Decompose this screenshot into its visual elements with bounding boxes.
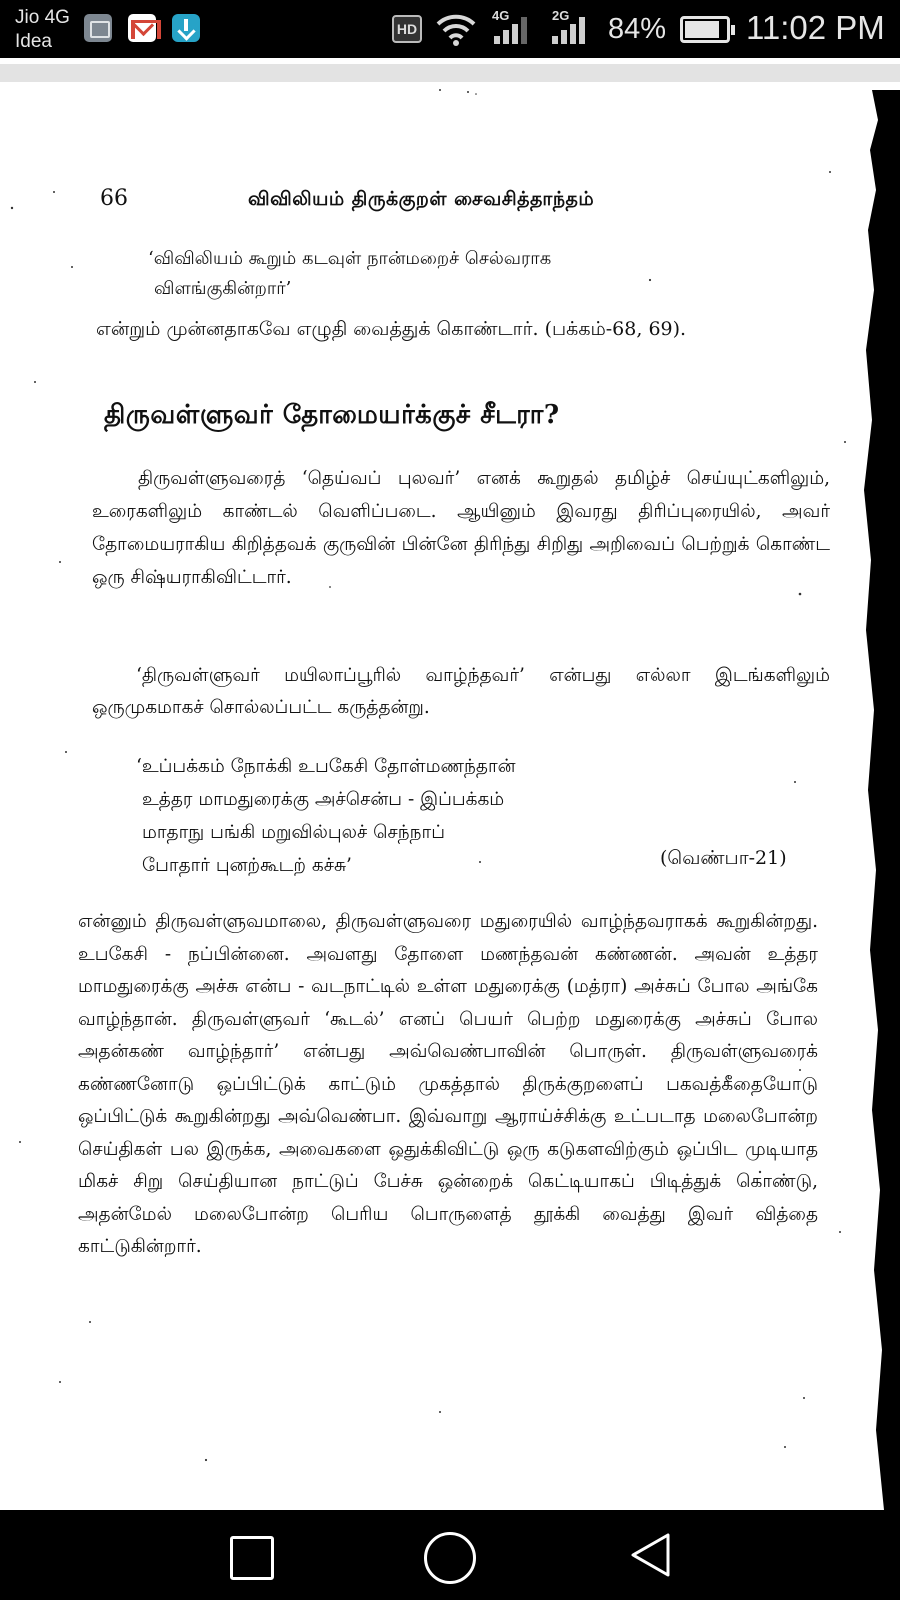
- download-icon: [172, 14, 200, 42]
- navigation-bar: [0, 1510, 900, 1600]
- battery-icon: [680, 16, 730, 43]
- back-icon[interactable]: [628, 1532, 674, 1578]
- paragraph: என்னும் திருவள்ளுவமாலை, திருவள்ளுவரை மதுரையில் வாழ்ந்தவராகக் கூறுகின்றது. உபகேசி - நப்பின்னை. அவளது தோளை மணந்தவன் கண்ணன். அவன் உத்தர மாமதுரைக்கு அச்சு என்ப - வடநாட்டில் உள்ள மதுரைக்கு (மத்ரா) அச்சுப் போல அங்கே வாழ்ந்தான். திருவள்ளுவர் ‘கூடல்’ எனப் பெயர் பெற்ற மதுரைக்கு அச்சுப் போல அதன்கண் வாழ்ந்தார்’ என்பது அவ்வெண்பாவின் பொருள். திருவள்ளுவரைக் கண்ணனோடு ஒப்பிட்டுக் காட்டும் முகத்தால் திருக்குறளைப் பகவத்கீதையோடு ஒப்பிட்டுக் கூறுகின்றது அவ்வெண்பா. இவ்வாறு ஆராய்ச்சிக்கு உட்படாத மலைபோன்ற செய்திகள் பல இருக்க, அவைகளை ஒதுக்கிவிட்டு ஒரு கடுகளவிற்கும் ஒப்பிட முடியாத மிகச் சிறு செய்தியான நாட்டுப் பேச்சு ஒன்றைக் கெட்டியாகப் பிடித்துக் கொண்டு, அதன்மேல் மலைபோன்ற பெரிய பொருளைத் தூக்கி வைத்து இவர் வித்தை காட்டுகின்றார்.: [78, 911, 818, 1257]
- section-heading: திருவள்ளுவர் தோமையர்க்குச் சீடரா?: [104, 400, 560, 430]
- quote-line: விளங்குகின்றார்’: [154, 278, 292, 299]
- verse-line: போதார் புனற்கூடற் கச்சு’: [142, 855, 352, 876]
- verse-citation: (வெண்பா-21): [660, 847, 787, 869]
- hd-voice-icon: HD: [392, 15, 422, 43]
- battery-percent: 84%: [608, 13, 667, 45]
- signal-strength-icon: [552, 14, 592, 44]
- carrier-info: [15, 6, 70, 54]
- paragraph: திருவள்ளுவரைத் ‘தெய்வப் புலவர்’ எனக் கூறுதல் தமிழ்ச் செய்யுட்களிலும், உரைகளிலும் காண்டல் வெளிப்படை. ஆயினும் இவரது திரிப்புரையில், அவர் தோமையராகிய கிறித்தவக் குருவின் பின்னே திரிந்து சிறிது அறிவைப் பெற்றுக் கொண்ட ஒரு சிஷ்யராகிவிட்டார்.: [92, 468, 830, 588]
- running-header: விவிலியம் திருக்குறள் சைவசித்தாந்தம்: [248, 188, 595, 210]
- page-separator: [0, 64, 900, 82]
- verse-line: ‘உப்பக்கம் நோக்கி உபகேசி தோள்மணந்தான்: [136, 756, 516, 777]
- network-type-4g: 4G: [492, 8, 510, 23]
- document-viewer[interactable]: [0, 82, 900, 1510]
- recents-icon[interactable]: [226, 1532, 272, 1578]
- wifi-icon: [436, 12, 476, 46]
- scanned-page: [0, 82, 860, 1510]
- status-bar: [0, 0, 900, 58]
- clock: 11:02 PM: [746, 9, 885, 46]
- scan-border: [862, 90, 900, 1510]
- carrier-primary: Jio 4G: [15, 7, 70, 28]
- paragraph: என்றும் முன்னதாகவே எழுதி வைத்துக் கொண்டார். (பக்கம்-68, 69).: [96, 318, 687, 340]
- quote-block: [148, 244, 728, 304]
- home-icon[interactable]: [424, 1532, 470, 1578]
- network-type-2g: 2G: [552, 8, 570, 23]
- gmail-icon: [128, 14, 156, 42]
- gallery-icon: [84, 14, 112, 42]
- quote-line: ‘விவிலியம் கூறும் கடவுள் நான்மறைச் செல்வராக: [148, 248, 552, 269]
- verse-line: உத்தர மாமதுரைக்கு அச்சென்ப - இப்பக்கம்: [142, 789, 505, 810]
- page-number: 66: [100, 186, 128, 211]
- carrier-secondary: Idea: [15, 31, 52, 52]
- paragraph: ‘திருவள்ளுவர் மயிலாப்பூரில் வாழ்ந்தவர்’ என்பது எல்லா இடங்களிலும் ஒருமுகமாகச் சொல்லப்பட்ட கருத்தன்று.: [92, 665, 830, 718]
- verse-line: மாதாநு பங்கி மறுவில்புலச் செந்நாப்: [142, 822, 445, 843]
- signal-strength-icon: [494, 14, 534, 44]
